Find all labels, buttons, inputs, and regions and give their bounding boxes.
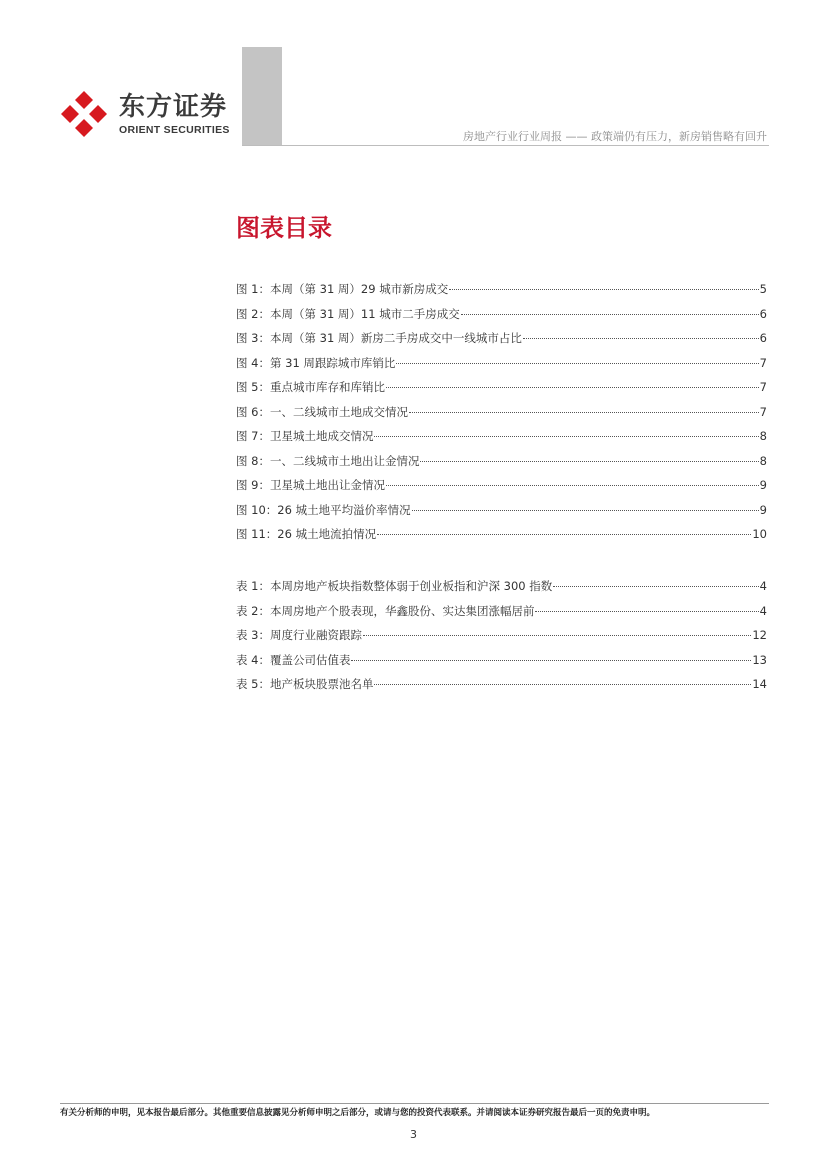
- toc-leader-dots: [412, 510, 759, 511]
- toc-entry-page: 8: [759, 429, 767, 443]
- toc-entry-label: 表 2：本周房地产个股表现，华鑫股份、实达集团涨幅居前: [236, 603, 535, 618]
- brand-name-en: ORIENT SECURITIES: [119, 124, 230, 136]
- toc-entry-table-4[interactable]: [236, 652, 767, 677]
- header-divider: [242, 145, 769, 146]
- toc-entry-label: 图 9：卫星城土地出让金情况: [236, 478, 385, 492]
- toc-entry-label: 图 11：26 城土地流拍情况: [236, 527, 377, 541]
- toc-leader-dots: [461, 314, 759, 315]
- toc-leader-dots: [396, 363, 758, 364]
- toc-entry-figure-7[interactable]: [236, 428, 767, 453]
- toc-entry-label: 图 8：一、二线城市土地出让金情况: [236, 453, 420, 468]
- header-gray-bar: [242, 47, 282, 145]
- toc-entry-label: 表 3：周度行业融资跟踪: [236, 628, 362, 642]
- toc-leader-dots: [449, 289, 758, 290]
- toc-entry-page: 7: [759, 404, 767, 419]
- toc-entry-label: 表 5：地产板块股票池名单: [236, 677, 374, 691]
- toc-leader-dots: [523, 338, 759, 339]
- toc-entry-figure-9[interactable]: [236, 477, 767, 502]
- toc-entry-page: 9: [759, 478, 767, 492]
- toc-leader-dots: [535, 611, 758, 612]
- toc-entry-label: 图 3：本周（第 31 周）新房二手房成交中一线城市占比: [236, 331, 522, 345]
- toc-entry-label: 图 2：本周（第 31 周）11 城市二手房成交: [236, 306, 460, 321]
- table-list: [236, 578, 767, 701]
- toc-entry-figure-10[interactable]: [236, 502, 767, 527]
- toc-entry-table-1[interactable]: [236, 578, 767, 603]
- toc-entry-label: 图 7：卫星城土地成交情况: [236, 429, 374, 443]
- toc-entry-page: 12: [752, 628, 767, 642]
- toc-entry-figure-5[interactable]: [236, 379, 767, 404]
- toc-leader-dots: [377, 534, 751, 535]
- toc-entry-page: 8: [759, 453, 767, 468]
- toc-entry-figure-2[interactable]: [236, 306, 767, 331]
- toc-entry-label: 图 1：本周（第 31 周）29 城市新房成交: [236, 282, 449, 296]
- toc-entry-figure-11[interactable]: [236, 526, 767, 551]
- toc-leader-dots: [420, 461, 758, 462]
- toc-entry-page: 7: [759, 380, 767, 394]
- footer-disclaimer: 有关分析师的申明，见本报告最后部分。其他重要信息披露见分析师申明之后部分，或请与您的投资代表联系。并请阅读本证券研究报告最后一页的免责申明。: [60, 1108, 656, 1118]
- toc-entry-figure-4[interactable]: [236, 355, 767, 380]
- orient-securities-logo: [60, 90, 108, 138]
- toc-entry-page: 5: [759, 282, 767, 296]
- toc-leader-dots: [374, 436, 758, 437]
- toc-leader-dots: [363, 635, 751, 636]
- figure-list: [236, 281, 767, 551]
- toc-entry-page: 4: [759, 603, 767, 618]
- footer-divider: [60, 1103, 769, 1104]
- toc-entry-label: 表 4：覆盖公司估值表: [236, 652, 351, 667]
- toc-entry-page: 10: [752, 527, 767, 541]
- toc-entry-page: 6: [759, 306, 767, 321]
- toc-entry-page: 9: [759, 502, 767, 517]
- toc-leader-dots: [409, 412, 759, 413]
- toc-entry-figure-1[interactable]: [236, 281, 767, 306]
- toc-leader-dots: [386, 485, 759, 486]
- toc-entry-table-5[interactable]: [236, 676, 767, 701]
- toc-entry-label: 表 1：本周房地产板块指数整体弱于创业板指和沪深 300 指数: [236, 579, 553, 593]
- toc-entry-page: 14: [752, 677, 767, 691]
- toc-entry-figure-6[interactable]: [236, 404, 767, 429]
- report-title: 房地产行业行业周报 —— 政策端仍有压力，新房销售略有回升: [463, 130, 767, 143]
- toc-entry-page: 4: [759, 579, 767, 593]
- toc-leader-dots: [374, 684, 751, 685]
- toc-entry-label: 图 5：重点城市库存和库销比: [236, 380, 385, 394]
- toc-leader-dots: [386, 387, 759, 388]
- toc-entry-label: 图 10：26 城土地平均溢价率情况: [236, 502, 411, 517]
- toc-entry-page: 7: [759, 355, 767, 370]
- page-number: 3: [410, 1128, 417, 1141]
- toc-entry-figure-8[interactable]: [236, 453, 767, 478]
- brand-name-cn: 东方证券: [119, 92, 228, 122]
- toc-leader-dots: [351, 660, 751, 661]
- toc-entry-page: 13: [752, 652, 767, 667]
- toc-entry-label: 图 6：一、二线城市土地成交情况: [236, 404, 408, 419]
- toc-entry-label: 图 4：第 31 周跟踪城市库销比: [236, 355, 396, 370]
- toc-entry-page: 6: [759, 331, 767, 345]
- logo-diamonds-icon: [61, 91, 107, 137]
- section-title: 图表目录: [236, 214, 332, 242]
- toc-leader-dots: [553, 586, 758, 587]
- toc-entry-figure-3[interactable]: [236, 330, 767, 355]
- toc-entry-table-3[interactable]: [236, 627, 767, 652]
- toc-entry-table-2[interactable]: [236, 603, 767, 628]
